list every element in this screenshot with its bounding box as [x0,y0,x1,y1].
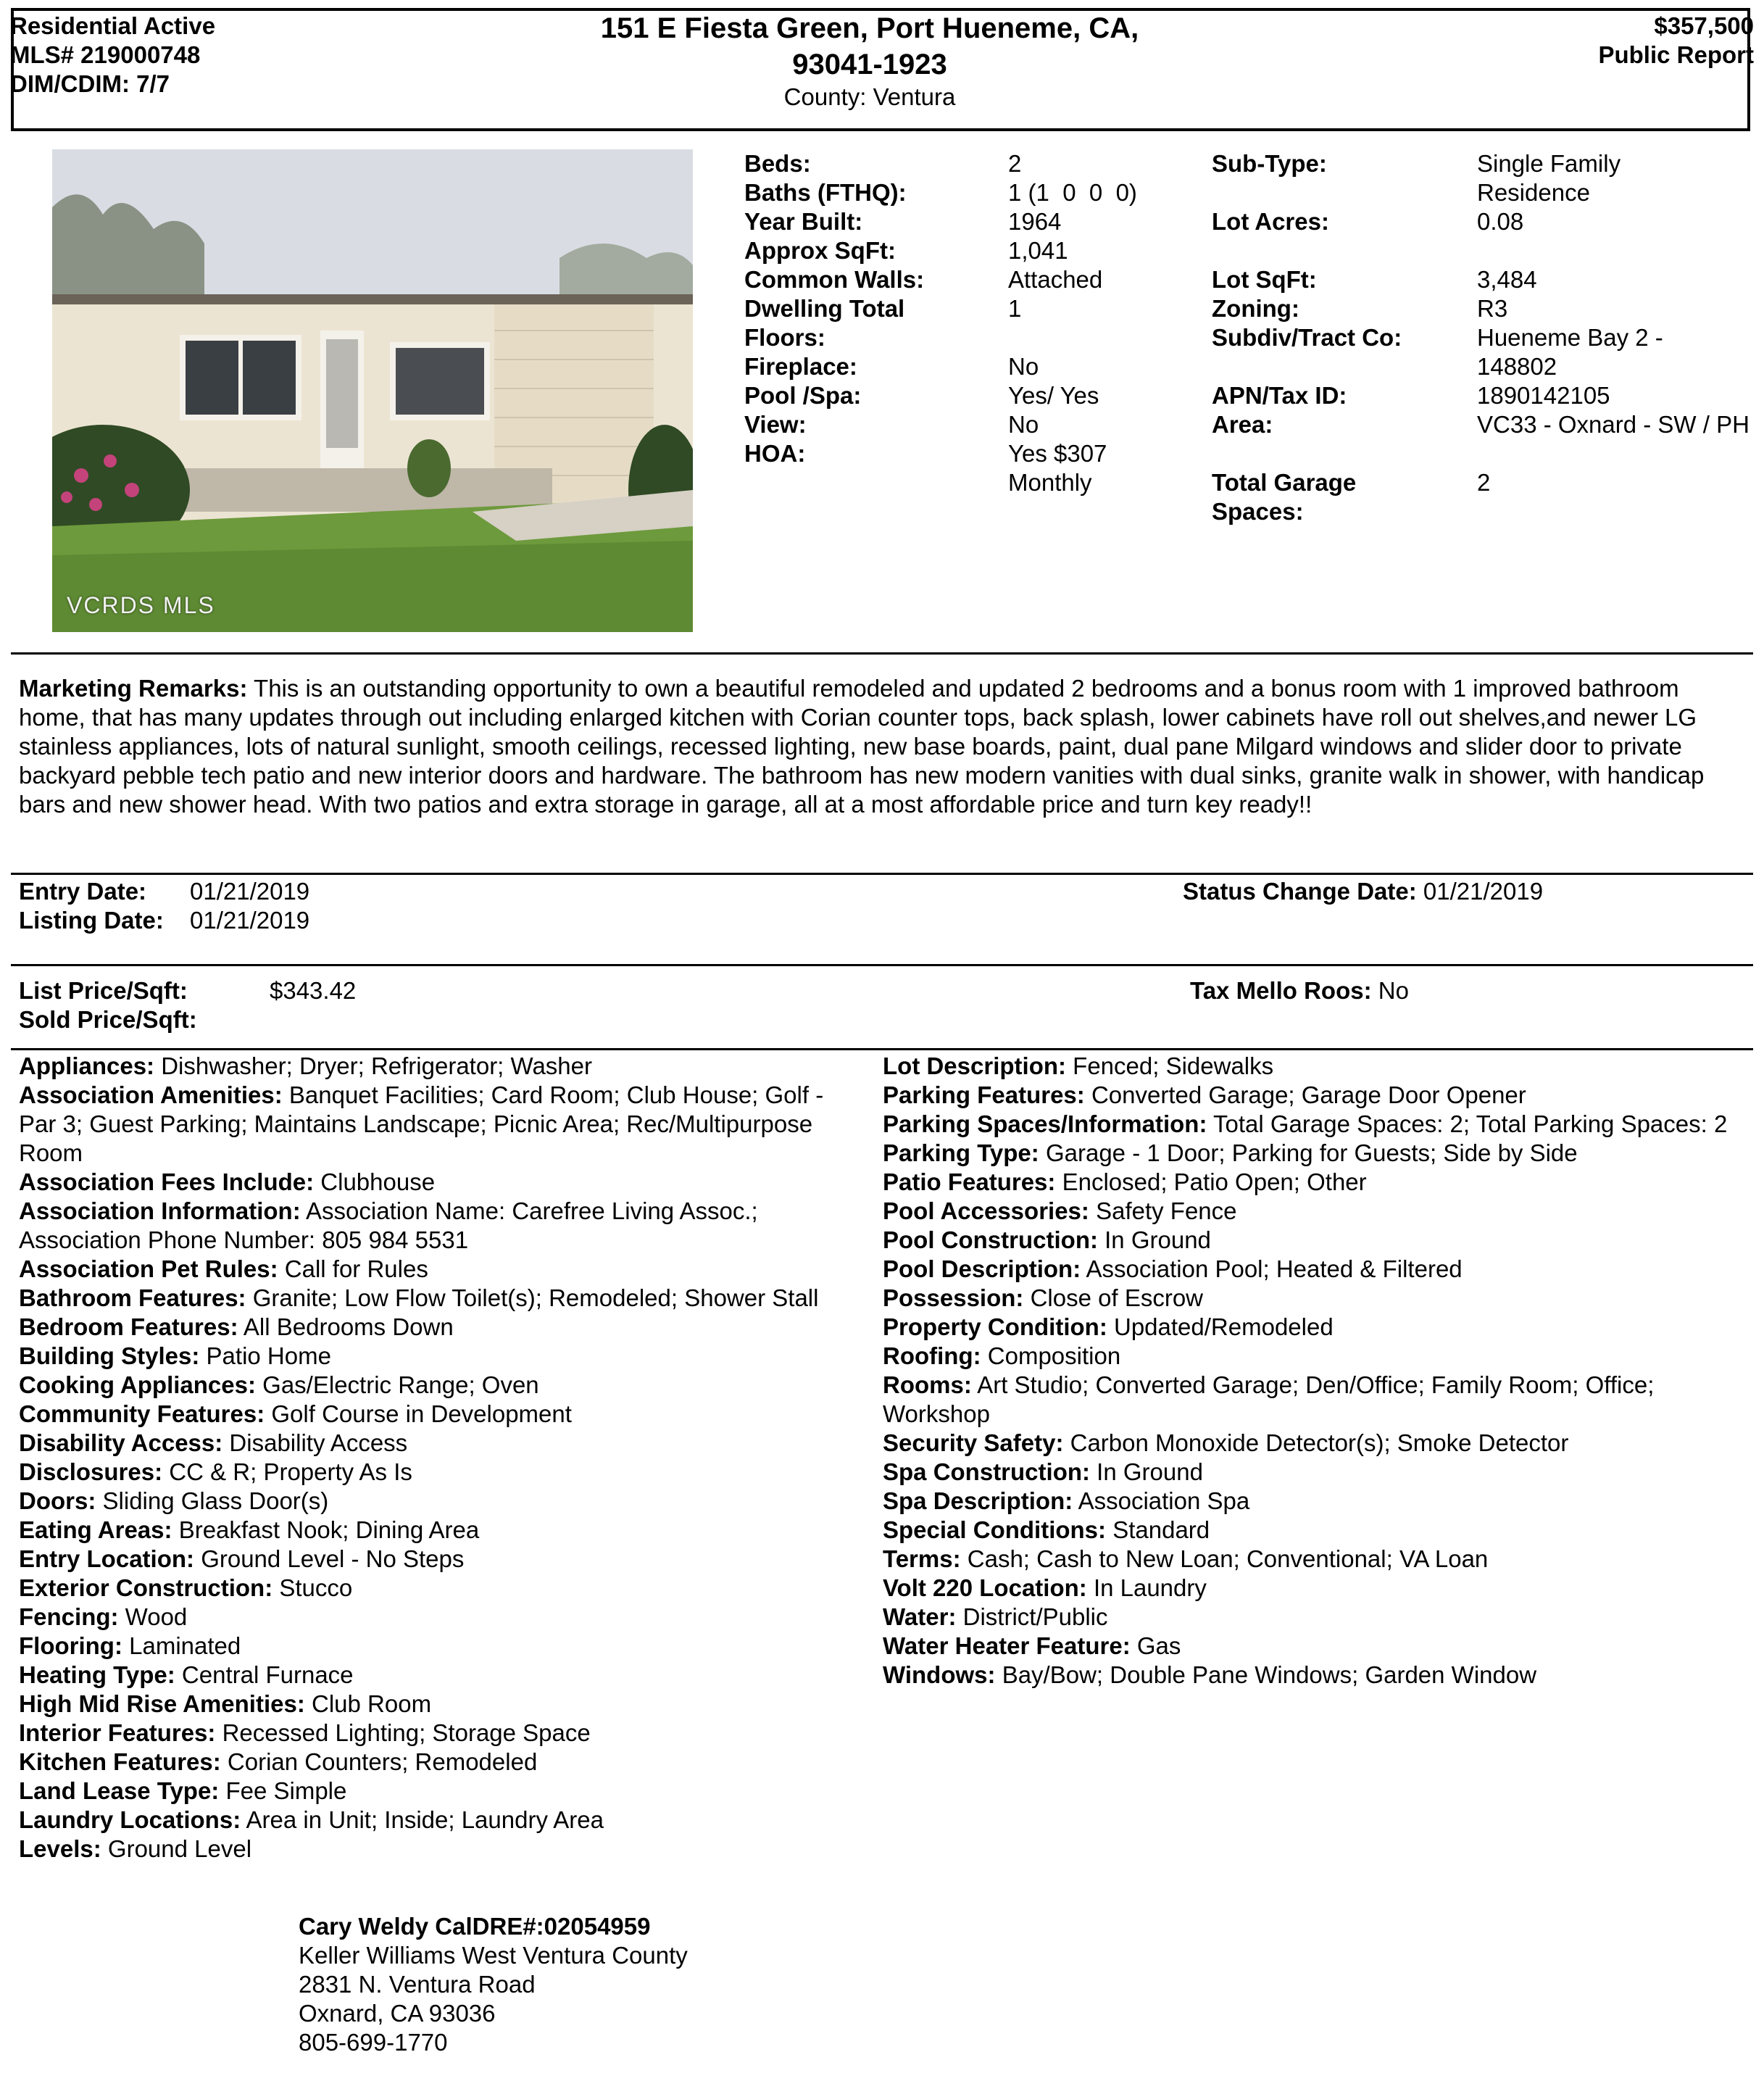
feature-value: Dishwasher; Dryer; Refrigerator; Washer [161,1052,592,1079]
feature-label: Bathroom Features: [19,1284,246,1311]
feature-label: Disclosures: [19,1458,163,1485]
feature-label: Laundry Locations: [19,1806,241,1833]
feature-value: Gas/Electric Range; Oven [262,1371,539,1398]
feature-value: Fenced; Sidewalks [1073,1052,1274,1079]
feature-value: Garage - 1 Door; Parking for Guests; Side by Side [1045,1139,1578,1166]
status-change-value: 01/21/2019 [1423,878,1544,905]
fact-value: Yes/ Yes [1008,382,1099,409]
feature-label: Heating Type: [19,1661,175,1688]
fact-row [744,149,1208,178]
fact-row [744,207,1208,236]
fact-label: HOA: [744,440,806,467]
fact-row [744,381,1208,410]
feature-row [883,1458,1752,1487]
fact-row [1212,323,1752,381]
feature-value: Enclosed; Patio Open; Other [1062,1168,1367,1195]
feature-value: In Ground [1104,1226,1211,1253]
fact-label: Pool /Spa: [744,382,862,409]
feature-row [19,1081,860,1168]
feature-value: Safety Fence [1096,1197,1237,1224]
fact-row [744,294,1208,352]
feature-label: Association Fees Include: [19,1168,315,1195]
feature-row [883,1545,1752,1574]
feature-row [883,1429,1752,1458]
feature-row [19,1835,860,1864]
fact-label: Sub-Type: [1212,150,1327,177]
address-line-2: 93041-1923 [792,49,947,80]
fact-row [1212,265,1752,294]
fact-row [744,439,1208,497]
fact-value: 2 [1008,150,1022,177]
feature-row [883,1081,1752,1110]
feature-label: Spa Description: [883,1487,1073,1514]
photo-watermark: VCRDS MLS [67,592,215,618]
feature-label: Parking Type: [883,1139,1039,1166]
feature-row [883,1632,1752,1661]
fact-row [1212,410,1752,468]
feature-label: High Mid Rise Amenities: [19,1690,305,1717]
feature-label: Cooking Appliances: [19,1371,256,1398]
feature-label: Fencing: [19,1603,119,1630]
status-change-row [1183,877,1543,906]
fact-row [744,265,1208,294]
feature-row [19,1342,860,1371]
feature-label: Terms: [883,1545,961,1572]
fact-value: R3 [1477,295,1508,322]
remarks-label: Marketing Remarks: [19,675,248,702]
feature-row [883,1139,1752,1168]
marketing-remarks [19,674,1751,819]
feature-row [19,1574,860,1603]
feature-row [883,1371,1752,1429]
fact-label: Beds: [744,150,811,177]
feature-row [19,1516,860,1545]
feature-label: Rooms: [883,1371,972,1398]
feature-row [883,1487,1752,1516]
feature-label: Windows: [883,1661,996,1688]
feature-row [19,1806,860,1835]
feature-value: Converted Garage; Garage Door Opener [1091,1081,1526,1108]
feature-value: Composition [987,1342,1121,1369]
agent-phone: 805-699-1770 [299,2029,448,2056]
agent-info [299,1912,688,2057]
feature-value: Wood [125,1603,188,1630]
divider [11,652,1753,655]
divider [11,873,1753,875]
feature-value: District/Public [962,1603,1108,1630]
fact-value: Attached [1008,266,1103,293]
feature-row [19,1371,860,1400]
feature-row [883,1342,1752,1371]
feature-row [883,1603,1752,1632]
feature-row [883,1661,1752,1690]
fact-value: VC33 - Oxnard - SW / PH [1477,411,1750,438]
fact-value: 2 [1477,469,1491,496]
feature-row [19,1168,860,1197]
listing-status-block [10,12,215,99]
fact-value: 3,484 [1477,266,1537,293]
feature-row [883,1284,1752,1313]
fact-label: Year Built: [744,208,863,235]
feature-label: Water Heater Feature: [883,1632,1131,1659]
feature-label: Roofing: [883,1342,981,1369]
feature-row [19,1052,860,1081]
fact-value: 1,041 [1008,237,1068,264]
divider [11,964,1753,966]
county: County: Ventura [783,83,956,110]
feature-value: Updated/Remodeled [1113,1313,1334,1340]
feature-row [19,1284,860,1313]
feature-label: Levels: [19,1835,101,1862]
address-block [435,10,1305,112]
feature-label: Association Amenities: [19,1081,283,1108]
fact-value: Yes $307 Monthly [1008,440,1107,496]
agent-name: Cary Weldy CalDRE#:02054959 [299,1913,651,1940]
feature-value: Clubhouse [320,1168,436,1195]
divider [11,1048,1753,1050]
feature-value: In Laundry [1093,1574,1207,1601]
sold-price-sqft-row [19,1005,197,1034]
feature-label: Pool Construction: [883,1226,1098,1253]
feature-label: Association Pet Rules: [19,1255,278,1282]
fact-label: Zoning: [1212,295,1299,322]
feature-value: Recessed Lighting; Storage Space [222,1719,591,1746]
feature-label: Eating Areas: [19,1516,172,1543]
sold-price-sqft-label: Sold Price/Sqft: [19,1006,197,1033]
entry-date-label: Entry Date: [19,878,147,905]
feature-row [19,1748,860,1777]
feature-row [883,1197,1752,1226]
list-price-sqft-row [19,976,188,1005]
feature-value: Disability Access [229,1429,408,1456]
feature-row [19,1603,860,1632]
fact-row [744,178,1208,207]
feature-row [883,1052,1752,1081]
property-photo [52,149,693,632]
feature-row [883,1255,1752,1284]
feature-label: Spa Construction: [883,1458,1090,1485]
feature-row [883,1168,1752,1197]
listing-date-row [19,906,164,935]
feature-label: Building Styles: [19,1342,200,1369]
feature-value: Sliding Glass Door(s) [102,1487,329,1514]
feature-value: Breakfast Nook; Dining Area [178,1516,480,1543]
feature-value: CC & R; Property As Is [169,1458,412,1485]
feature-value: Total Garage Spaces: 2; Total Parking Spaces: 2 [1213,1110,1728,1137]
fact-label: Lot Acres: [1212,208,1329,235]
feature-label: Association Information: [19,1197,301,1224]
fact-label: Fireplace: [744,353,857,380]
feature-value: Ground Level [107,1835,252,1862]
feature-value: Golf Course in Development [271,1400,572,1427]
feature-label: Volt 220 Location: [883,1574,1087,1601]
feature-value: Association Spa [1078,1487,1250,1514]
mls-number: MLS# 219000748 [10,41,201,68]
dim-cdim: DIM/CDIM: 7/7 [10,70,170,97]
feature-value: Stucco [279,1574,353,1601]
feature-label: Property Condition: [883,1313,1107,1340]
fact-row [744,352,1208,381]
feature-label: Lot Description: [883,1052,1066,1079]
address-line-1: 151 E Fiesta Green, Port Hueneme, CA, [600,12,1139,44]
features-left [19,1052,860,1864]
fact-label: Subdiv/Tract Co: [1212,324,1402,351]
fact-label: Dwelling Total Floors: [744,295,905,351]
status-change-label: Status Change Date: [1183,878,1417,905]
remarks-text: This is an outstanding opportunity to own a beautiful remodeled and updated 2 bedrooms and a bonus room with 1 improved bathroom home, that has many updates through out including enlarged kitchen with Corian counter tops, back splash, lower cabinets have roll out shelves,and newer LG stainless appliances, lots of natural sunlight, smooth ceilings, recessed lighting, new base boards, paint, dual pane Milgard windows and slider door to private backyard pebble tech patio and new interior doors and hardware. The bathroom has new modern vanities with dual sinks, granite walk in shower, with handicap bars and new shower head. With two patios and extra storage in garage, all at a most affordable price and turn key ready!! [19,675,1705,818]
fact-row [744,410,1208,439]
feature-value: Granite; Low Flow Toilet(s); Remodeled; Shower Stall [252,1284,819,1311]
feature-row [19,1545,860,1574]
house-photo-illustration [52,149,693,632]
agent-office: Keller Williams West Ventura County [299,1942,688,1969]
feature-label: Kitchen Features: [19,1748,221,1775]
feature-label: Possession: [883,1284,1024,1311]
fact-value: Single Family Residence [1477,150,1621,206]
feature-value: Club Room [312,1690,432,1717]
feature-label: Pool Description: [883,1255,1081,1282]
price-block [1598,12,1754,70]
feature-label: Community Features: [19,1400,265,1427]
feature-row [19,1197,860,1255]
list-price-sqft-label: List Price/Sqft: [19,977,188,1004]
feature-label: Patio Features: [883,1168,1056,1195]
feature-row [883,1226,1752,1255]
feature-label: Doors: [19,1487,96,1514]
fact-row [1212,207,1752,265]
feature-label: Parking Features: [883,1081,1085,1108]
feature-value: Corian Counters; Remodeled [227,1748,538,1775]
fact-value: No [1008,411,1039,438]
fact-label: Area: [1212,411,1273,438]
feature-value: Association Pool; Heated & Filtered [1086,1255,1463,1282]
facts-right [1212,149,1752,526]
fact-label: Lot SqFt: [1212,266,1317,293]
feature-value: Art Studio; Converted Garage; Den/Office; Family Room; Office; Workshop [883,1371,1655,1427]
feature-value: Ground Level - No Steps [201,1545,465,1572]
feature-value: Central Furnace [181,1661,354,1688]
feature-value: Association Name: Carefree Living Assoc.; Association Phone Number: 805 984 5531 [19,1197,758,1253]
report-type: Public Report [1598,41,1754,68]
feature-value: Fee Simple [225,1777,347,1804]
tax-mello-roos-label: Tax Mello Roos: [1190,977,1372,1004]
fact-value: 1 (1 0 0 0) [1008,179,1137,206]
fact-label: Approx SqFt: [744,237,896,264]
feature-label: Parking Spaces/Information: [883,1110,1207,1137]
fact-row [744,236,1208,265]
fact-value: 1890142105 [1477,382,1610,409]
feature-label: Entry Location: [19,1545,195,1572]
feature-row [19,1255,860,1284]
feature-row [19,1400,860,1429]
fact-row [1212,149,1752,207]
fact-value: 1964 [1008,208,1062,235]
agent-street: 2831 N. Ventura Road [299,1971,536,1998]
fact-label: Baths (FTHQ): [744,179,907,206]
feature-row [883,1574,1752,1603]
listing-status: Residential Active [10,12,216,39]
feature-row [19,1661,860,1690]
feature-value: Gas [1136,1632,1181,1659]
feature-label: Security Safety: [883,1429,1064,1456]
fact-row [1212,468,1752,526]
fact-label: Total Garage Spaces: [1212,469,1357,525]
tax-mello-roos-value: No [1378,977,1409,1004]
agent-city: Oxnard, CA 93036 [299,2000,496,2027]
fact-row [1212,294,1752,323]
feature-row [19,1429,860,1458]
facts-left [744,149,1208,497]
feature-row [19,1690,860,1719]
feature-label: Exterior Construction: [19,1574,273,1601]
feature-row [19,1632,860,1661]
feature-row [19,1719,860,1748]
entry-date-row [19,877,146,906]
feature-label: Water: [883,1603,957,1630]
feature-value: Area in Unit; Inside; Laundry Area [246,1806,604,1833]
feature-row [883,1313,1752,1342]
feature-label: Special Conditions: [883,1516,1107,1543]
feature-value: Call for Rules [284,1255,428,1282]
fact-value: 0.08 [1477,208,1524,235]
feature-label: Disability Access: [19,1429,223,1456]
tax-mello-roos-row [1190,976,1409,1005]
feature-row [19,1487,860,1516]
feature-value: Patio Home [206,1342,331,1369]
feature-label: Interior Features: [19,1719,216,1746]
fact-label: Common Walls: [744,266,925,293]
feature-label: Appliances: [19,1052,155,1079]
feature-value: Close of Escrow [1030,1284,1204,1311]
feature-row [19,1458,860,1487]
feature-label: Land Lease Type: [19,1777,220,1804]
feature-value: Standard [1112,1516,1210,1543]
fact-row [1212,381,1752,410]
fact-value: Hueneme Bay 2 - 148802 [1477,324,1663,380]
feature-row [883,1110,1752,1139]
feature-row [19,1777,860,1806]
listing-date-value: 01/21/2019 [190,907,310,934]
feature-label: Flooring: [19,1632,122,1659]
fact-value: 1 [1008,295,1022,322]
feature-value: In Ground [1097,1458,1203,1485]
fact-label: View: [744,411,807,438]
entry-date-value: 01/21/2019 [190,878,310,905]
list-price-sqft-value: $343.42 [270,977,357,1004]
list-price: $357,500 [1654,12,1754,39]
feature-row [19,1313,860,1342]
feature-value: Banquet Facilities; Card Room; Club House; Golf - Par 3; Guest Parking; Maintains Landscape; Picnic Area; Rec/Multipurpose Room [19,1081,824,1166]
feature-label: Bedroom Features: [19,1313,238,1340]
feature-value: Carbon Monoxide Detector(s); Smoke Detector [1070,1429,1569,1456]
feature-value: All Bedrooms Down [243,1313,454,1340]
feature-value: Laminated [129,1632,241,1659]
features-right [883,1052,1752,1690]
fact-value: No [1008,353,1039,380]
feature-row [883,1516,1752,1545]
feature-label: Pool Accessories: [883,1197,1089,1224]
listing-date-label: Listing Date: [19,907,164,934]
feature-value: Bay/Bow; Double Pane Windows; Garden Window [1002,1661,1537,1688]
feature-value: Cash; Cash to New Loan; Conventional; VA Loan [967,1545,1489,1572]
fact-label: APN/Tax ID: [1212,382,1347,409]
